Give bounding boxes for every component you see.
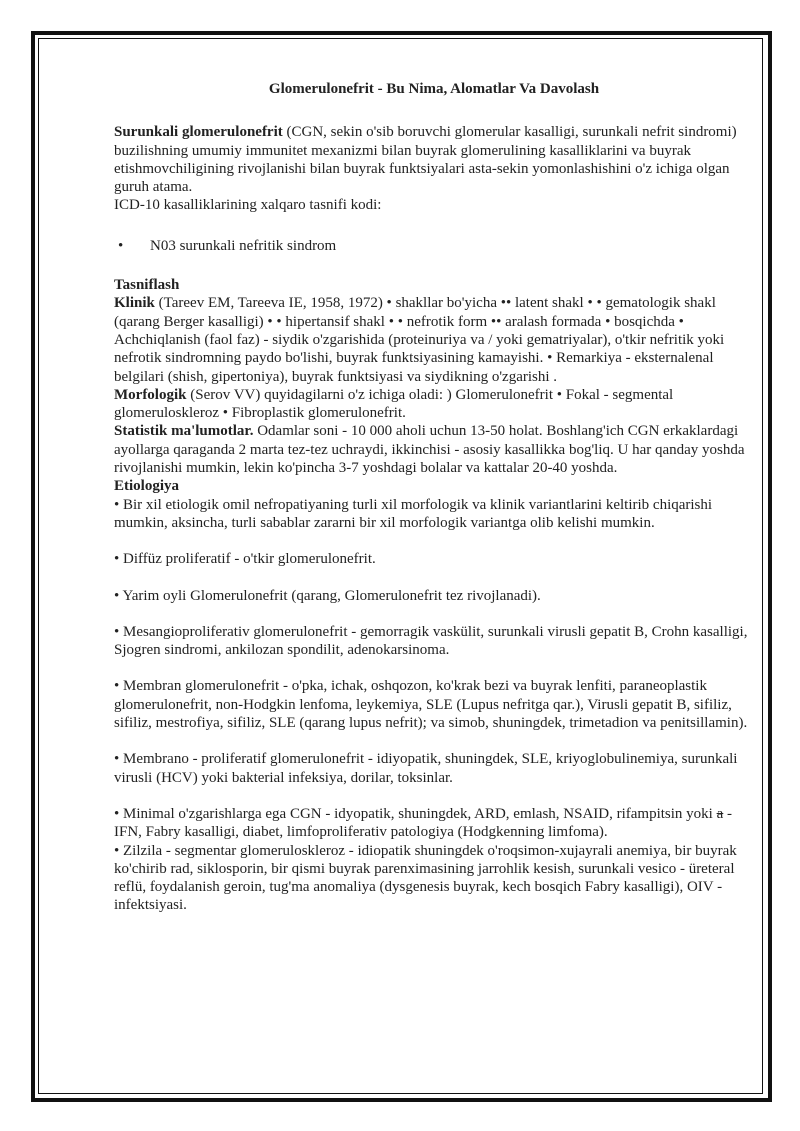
morfologik-paragraph: [114, 386, 754, 423]
document-body: [114, 80, 754, 915]
etiology-lead: • Bir xil etiologik omil nefropatiyaning turli xil morfologik va klinik variantlarini keltirib chiqarishi mumkin, aksincha, turli sabablar zararni bir xil morfologik variantga olib kelishi mumkin.: [114, 496, 713, 531]
icd-list: [114, 237, 754, 255]
document-title: Glomerulonefrit - Bu Nima, Alomatlar Va Davolash: [268, 81, 600, 97]
statistik-paragraph: [114, 422, 754, 477]
intro-paragraph: [114, 123, 754, 196]
intro-term: Surunkali glomerulonefrit: [114, 124, 283, 141]
etiology-item-6: • Minimal o'zgarishlarga ega CGN - idyopatik, shuningdek, ARD, emlash, NSAID, rifampitsin yoki a - IFN, Fabry kasalligi, diabet, limfoproliferativ patologiya (Hodgkenning limfoma).: [114, 805, 733, 841]
morfologik-text: (Serov VV) quyidagilarni o'z ichiga oladi: ) Glomerulonefrit • Fokal - segmental glomeruloskleroz • Fibroplastik glomerulonefrit.: [114, 386, 674, 422]
klinik-text: (Tareev EM, Tareeva IE, 1958, 1972) • shakllar bo'yicha •• latent shakl • • gematologik shakl (qarang Berger kasalligi) • • hipertansif shakl • • nefrotik form •• aralash formada • bosqichda • Achchiqlanish (faol faz) - siydik o'zgarishida (proteinuriya va / yoki gematriyalar), o'tkir nefritik yoki nefrotik sindromning paydo bo'lishi, buyrak funktsiyasining kamayishi. • Remarkiya - eksternalenal belgilari (shish, gipertoniya), buyrak funktsiyasi va siydikning o'zgarishi .: [114, 295, 725, 385]
classification-heading: Tasniflash: [114, 277, 180, 294]
etiology-item-2: • Yarim oyli Glomerulonefrit (qarang, Glomerulonefrit tez rivojlanadi).: [114, 587, 541, 604]
list-item: • N03 surunkali nefritik sindrom: [114, 237, 754, 255]
statistik-label: Statistik ma'lumotlar.: [114, 423, 254, 440]
etiology-item-7: • Zilzila - segmentar glomeruloskleroz - idiopatik shuningdek o'roqsimon-xujayrali anemiya, bir buyrak ko'chirib rad, siklosporin, bir qismi buyrak parenximasining jarrohlik kesish, surunkali vesico - üreteral reflü, foydalanish geroin, tug'ma anomaliya (dysgenesis buyrak, kech bosqich Fabry kasalligi), OIV - infektsiyasi.: [114, 842, 737, 914]
etiology-item-5: • Membrano - proliferatif glomerulonefrit - idiyopatik, shuningdek, SLE, kriyoglobulinemiya, surunkali virusli (HCV) yoki bakterial infeksiya, dorilar, toksinlar.: [114, 751, 738, 786]
etiology-item-3: • Mesangioproliferativ glomerulonefrit - gemorragik vaskülit, surunkali virusli gepatit B, Crohn kasalligi, Sjogren sindromi, ankilozan spondilit, adenokarsinoma.: [114, 623, 748, 659]
struck-text: a: [716, 805, 724, 822]
etiology-item-1: • Diffüz proliferatif - o'tkir glomerulonefrit.: [114, 551, 376, 568]
etiology-item-4: • Membran glomerulonefrit - o'pka, ichak, oshqozon, ko'krak bezi va buyrak lenfiti, paraneoplastik glomerulonefrit, non-Hodgkin lenfoma, leykemiya, SLE (Lupus nefritga qar.), Virusli gepatit B, sifiliz, sifiliz, mestrofiya, sifiliz, SLE (qarang lupus nefrit); va simob, shuningdek, trimetadion va penitsillamin).: [114, 678, 748, 732]
morfologik-label: Morfologik: [114, 386, 187, 403]
intro-text: (CGN, sekin o'sib boruvchi glomerular kasalligi, surunkali nefrit sindromi) buzilishning umumiy immunitet mexanizmi bilan buyrak glomerulining kasalliklarini va buyrak etishmovchiligining rivojlanishi bilan buyrak funktsiyalari asta-sekin yomonlashishini o'z ichiga olgan guruh atama.: [114, 124, 737, 196]
etiology-heading: Etiologiya: [114, 478, 180, 495]
klinik-label: Klinik: [114, 295, 155, 312]
icd-line: ICD-10 kasalliklarining xalqaro tasnifi kodi:: [114, 197, 382, 214]
statistik-text: Odamlar soni - 10 000 aholi uchun 13-50 holat. Boshlang'ich CGN erkaklardagi ayollarga qaraganda 2 marta tez-tez uchraydi, ikkinchisi - asosiy kasallikka bog'liq. U har qanday yoshda rivojlanishi mumkin, lekin ko'pincha 3-7 yoshdagi bolalar va kattalar 20-40 yoshda.: [114, 423, 745, 477]
klinik-paragraph: [114, 294, 754, 385]
